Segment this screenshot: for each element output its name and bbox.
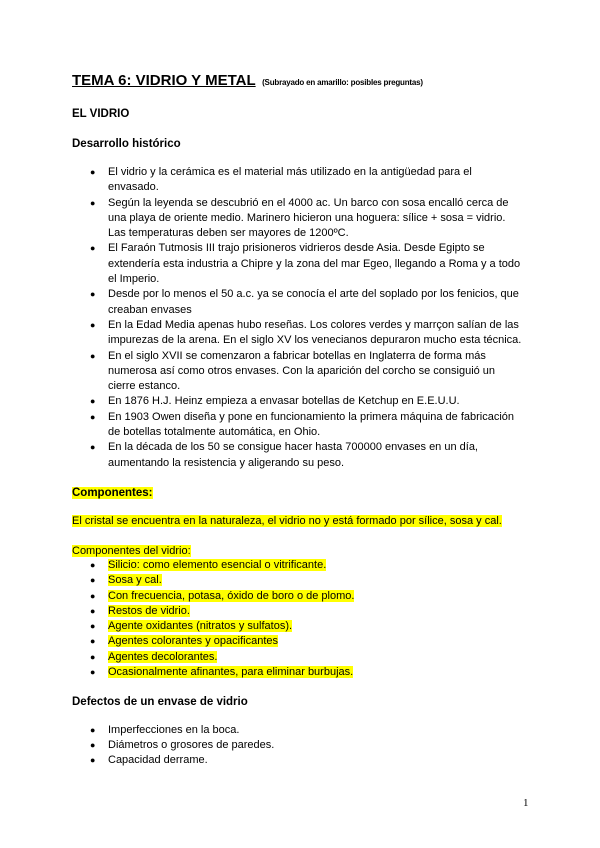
history-item-line: el Imperio. [108, 273, 160, 286]
components-heading-text: Componentes: [72, 487, 153, 499]
component-item [90, 589, 528, 604]
history-item [90, 196, 528, 242]
history-item-line: En 1876 H.J. Heinz empieza a envasar botellas de Ketchup en E.E.U.U. [108, 395, 460, 408]
history-item-line: Las temperaturas deben ser mayores de 1200ºC. [108, 227, 349, 240]
bullet-icon: ● [90, 636, 96, 647]
history-item-line: una playa de oriente medio. Marinero hicieron una hoguera: sílice + sosa = vidrio. [108, 211, 506, 224]
history-item-line: Según la leyenda se descubrió en el 4000 ac. Un barco con sosa encalló cerca de [108, 196, 509, 209]
component-item [90, 619, 528, 634]
bullet-icon: ● [90, 590, 96, 601]
component-item [90, 604, 528, 619]
component-item [90, 573, 528, 588]
history-item-line: cierre estanco. [108, 380, 181, 393]
component-item-text: Silicio: como elemento esencial o vitrificante. [108, 559, 327, 571]
history-item-line: En 1903 Owen diseña y pone en funcionamiento la primera máquina de fabricación [108, 410, 515, 423]
title-note: (Subrayado en amarillo: posibles preguntas) [262, 78, 423, 87]
history-item-line: numerosa así como otros envases. Con la aparición del corcho se consiguió un [108, 364, 496, 377]
defects-heading: Defectos de un envase de vidrio [72, 696, 248, 708]
bullet-icon: ● [90, 289, 96, 300]
history-item-line: aumentando la resistencia y aligerando su peso. [108, 456, 345, 469]
bullet-icon: ● [90, 651, 96, 662]
page-number: 1 [523, 797, 529, 809]
component-item-text: Ocasionalmente afinantes, para eliminar burbujas. [108, 666, 354, 679]
bullet-icon: ● [90, 725, 96, 735]
history-item [90, 410, 528, 441]
bullet-icon: ● [90, 197, 96, 208]
history-item-line: impurezas de la arena. En el siglo XV los venecianos depuraron mucho esta técnica. [108, 334, 522, 347]
defect-item-text: Capacidad derrame. [108, 754, 208, 766]
defect-item-text: Imperfecciones en la boca. [108, 724, 240, 736]
bullet-icon: ● [90, 350, 96, 361]
bullet-icon: ● [90, 167, 96, 177]
history-item-line: El Faraón Tutmosis III trajo prisioneros vidrieros desde Asia. Desde Egipto se [108, 242, 485, 255]
bullet-icon: ● [90, 605, 96, 616]
bullet-icon: ● [90, 667, 96, 678]
bullet-icon: ● [90, 755, 96, 765]
history-item [90, 440, 528, 471]
history-item-line: creaban envases [108, 303, 192, 316]
history-item-line: extendería esta industria a Chipre y la zona del mar Egeo, llegando a Roma y a todo [108, 257, 521, 270]
bullet-icon: ● [90, 740, 96, 750]
history-item-line: envasado. [108, 181, 159, 194]
history-item [90, 287, 528, 318]
defects-list [90, 723, 528, 768]
components-heading [72, 487, 153, 499]
history-list [90, 165, 528, 471]
history-item-line: Desde por lo menos el 50 a.c. ya se conocía el arte del soplado por los fenicios, que [108, 288, 519, 301]
components-statement [72, 515, 502, 527]
component-item-text: Agentes colorantes y opacificantes [108, 635, 278, 648]
component-item [90, 650, 528, 665]
component-item [90, 665, 528, 680]
component-item-text: Con frecuencia, potasa, óxido de boro o de plomo. [108, 589, 355, 602]
history-item [90, 241, 528, 287]
defect-item [90, 723, 528, 738]
components-statement-text: El cristal se encuentra en la naturaleza, el vidrio no y está formado por sílice, sosa y cal. [72, 515, 502, 527]
history-item-line: En la década de los 50 se consigue hacer hasta 700000 envases en un día, [108, 441, 478, 454]
history-item [90, 394, 528, 409]
section-title: EL VIDRIO [72, 108, 130, 120]
component-item-text: Agente oxidantes (nitratos y sulfatos). [108, 620, 293, 633]
history-item [90, 349, 528, 395]
components-list-title-text: Componentes del vidrio: [72, 545, 191, 557]
component-item [90, 634, 528, 649]
history-item [90, 165, 528, 196]
bullet-icon: ● [90, 442, 96, 453]
components-list-title [72, 545, 191, 557]
bullet-icon: ● [90, 621, 96, 632]
history-item-line: En la Edad Media apenas hubo reseñas. Los colores verdes y marrçon salían de las [108, 318, 519, 331]
title-main: TEMA 6: VIDRIO Y METAL [72, 72, 256, 89]
defect-item [90, 738, 528, 753]
component-item-text: Restos de vidrio. [108, 604, 190, 617]
bullet-icon: ● [90, 243, 96, 254]
component-item-text: Sosa y cal. [108, 574, 162, 587]
component-item-text: Agentes decolorantes. [108, 650, 218, 663]
bullet-icon: ● [90, 411, 96, 422]
history-item-line: En el siglo XVII se comenzaron a fabricar botellas en Inglaterra de forma más [108, 349, 486, 362]
defect-item-text: Diámetros o grosores de paredes. [108, 739, 275, 751]
bullet-icon: ● [90, 575, 96, 586]
defect-item [90, 753, 528, 768]
component-item [90, 558, 528, 573]
history-item-line: de botellas totalmente automática, en Ohio. [108, 426, 321, 439]
history-item-line: El vidrio y la cerámica es el material más utilizado en la antigüedad para el [108, 166, 472, 178]
document-title [72, 72, 423, 90]
components-list [90, 558, 528, 680]
history-heading: Desarrollo histórico [72, 138, 181, 150]
history-item [90, 318, 528, 349]
bullet-icon: ● [90, 560, 96, 570]
bullet-icon: ● [90, 319, 96, 330]
bullet-icon: ● [90, 396, 96, 407]
